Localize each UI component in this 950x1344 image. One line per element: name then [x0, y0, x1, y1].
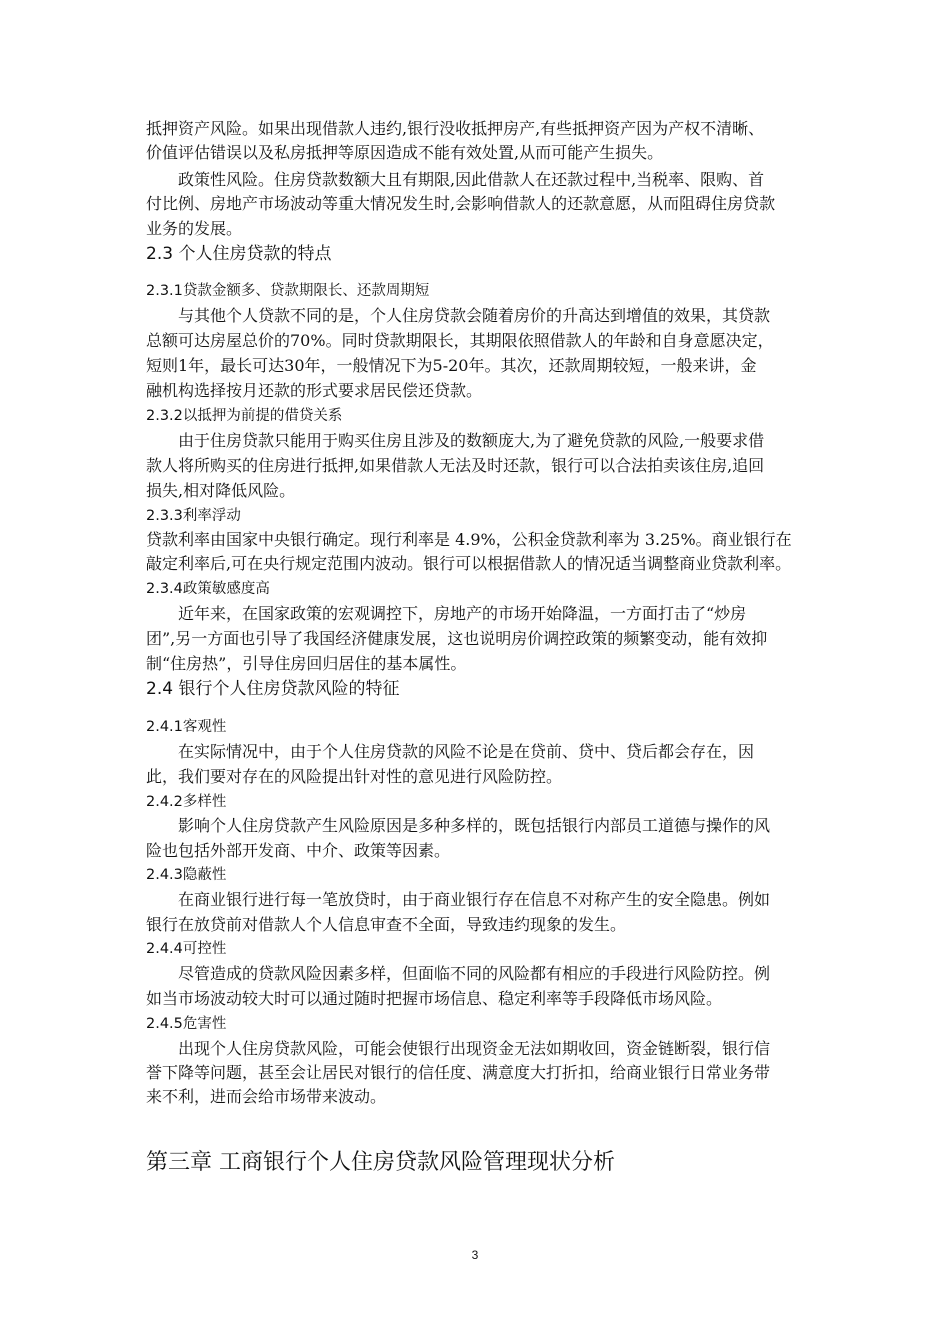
- section-heading: 2.4 银行个人住房贷款风险的特征: [146, 679, 400, 699]
- body-text-line: 险也包括外部开发商、中介、政策等因素。: [146, 841, 451, 860]
- subsection-heading: 2.4.3隐蔽性: [146, 867, 227, 883]
- body-text-line: 贷款利率由国家中央银行确定。现行利率是 4.9%，公积金贷款利率为 3.25%。商业银行在: [146, 530, 792, 549]
- body-text-line: 银行在放贷前对借款人个人信息审查不全面，导致违约现象的发生。: [146, 915, 627, 934]
- body-text-line: 总额可达房屋总价的70%。同时贷款期限长，其期限依照借款人的年龄和自身意愿决定，: [146, 331, 774, 350]
- body-text-line: 如当市场波动较大时可以通过随时把握市场信息、稳定利率等手段降低市场风险。: [146, 989, 723, 1008]
- body-text-line: 损失,相对降低风险。: [146, 481, 296, 500]
- body-text-line: 制“住房热”，引导住房回归居住的基本属性。: [146, 654, 467, 673]
- paragraph-first-line: 与其他个人贷款不同的是，个人住房贷款会随着房价的升高达到增值的效果，其贷款: [178, 306, 771, 325]
- subsection-heading: 2.3.4政策敏感度高: [146, 581, 270, 597]
- body-text-line: 抵押资产风险。如果出现借款人违约,银行没收抵押房产,有些抵押资产因为产权不清晰、: [146, 119, 765, 138]
- subsection-heading: 2.3.1贷款金额多、贷款期限长、还款周期短: [146, 283, 430, 299]
- paragraph-first-line: 在实际情况中，由于个人住房贷款的风险不论是在贷前、贷中、贷后都会存在，因: [178, 742, 755, 761]
- paragraph-first-line: 影响个人住房贷款产生风险原因是多种多样的，既包括银行内部员工道德与操作的风: [178, 816, 771, 835]
- paragraph-first-line: 尽管造成的贷款风险因素多样，但面临不同的风险都有相应的手段进行风险防控。例: [178, 964, 771, 983]
- paragraph-first-line: 政策性风险。住房贷款数额大且有期限,因此借款人在还款过程中,当税率、限购、首: [178, 170, 765, 189]
- subsection-heading: 2.3.3利率浮动: [146, 508, 241, 524]
- paragraph-first-line: 出现个人住房贷款风险，可能会使银行出现资金无法如期收回，资金链断裂，银行信: [178, 1039, 771, 1058]
- paragraph-first-line: 由于住房贷款只能用于购买住房且涉及的数额庞大,为了避免贷款的风险,一般要求借: [178, 431, 765, 450]
- body-text-line: 誉下降等问题，甚至会让居民对银行的信任度、满意度大打折扣，给商业银行日常业务带: [146, 1063, 771, 1082]
- paragraph-first-line: 在商业银行进行每一笔放贷时，由于商业银行存在信息不对称产生的安全隐患。例如: [178, 890, 771, 909]
- section-heading: 2.3 个人住房贷款的特点: [146, 244, 332, 264]
- body-text-line: 短则1年，最长可达30年，一般情况下为5-20年。其次，还款周期较短，一般来讲，金: [146, 356, 757, 375]
- subsection-heading: 2.4.4可控性: [146, 941, 227, 957]
- body-text-line: 付比例、房地产市场波动等重大情况发生时,会影响借款人的还款意愿，从而阻碍住房贷款: [146, 194, 776, 213]
- body-text-line: 业务的发展。: [146, 219, 243, 238]
- body-text-line: 融机构选择按月还款的形式要求居民偿还贷款。: [146, 381, 483, 400]
- body-text-line: 来不利，进而会给市场带来波动。: [146, 1087, 387, 1106]
- body-text-line: 款人将所购买的住房进行抵押,如果借款人无法及时还款，银行可以合法拍卖该住房,追回: [146, 456, 765, 475]
- chapter-heading: 第三章 工商银行个人住房贷款风险管理现状分析: [146, 1150, 615, 1175]
- body-text-line: 敲定利率后,可在央行规定范围内波动。银行可以根据借款人的情况适当调整商业贷款利率。: [146, 554, 792, 573]
- body-text-line: 团”,另一方面也引导了我国经济健康发展，这也说明房价调控政策的频繁变动，能有效抑: [146, 629, 768, 648]
- subsection-heading: 2.3.2以抵押为前提的借贷关系: [146, 408, 343, 424]
- body-text-line: 价值评估错误以及私房抵押等原因造成不能有效处置,从而可能产生损失。: [146, 143, 664, 162]
- body-text-line: 此，我们要对存在的风险提出针对性的意见进行风险防控。: [146, 767, 563, 786]
- page-number: 3: [471, 1248, 479, 1262]
- subsection-heading: 2.4.1客观性: [146, 719, 227, 735]
- subsection-heading: 2.4.2多样性: [146, 794, 227, 810]
- subsection-heading: 2.4.5危害性: [146, 1016, 227, 1032]
- paragraph-first-line: 近年来，在国家政策的宏观调控下，房地产的市场开始降温，一方面打击了“炒房: [178, 604, 747, 623]
